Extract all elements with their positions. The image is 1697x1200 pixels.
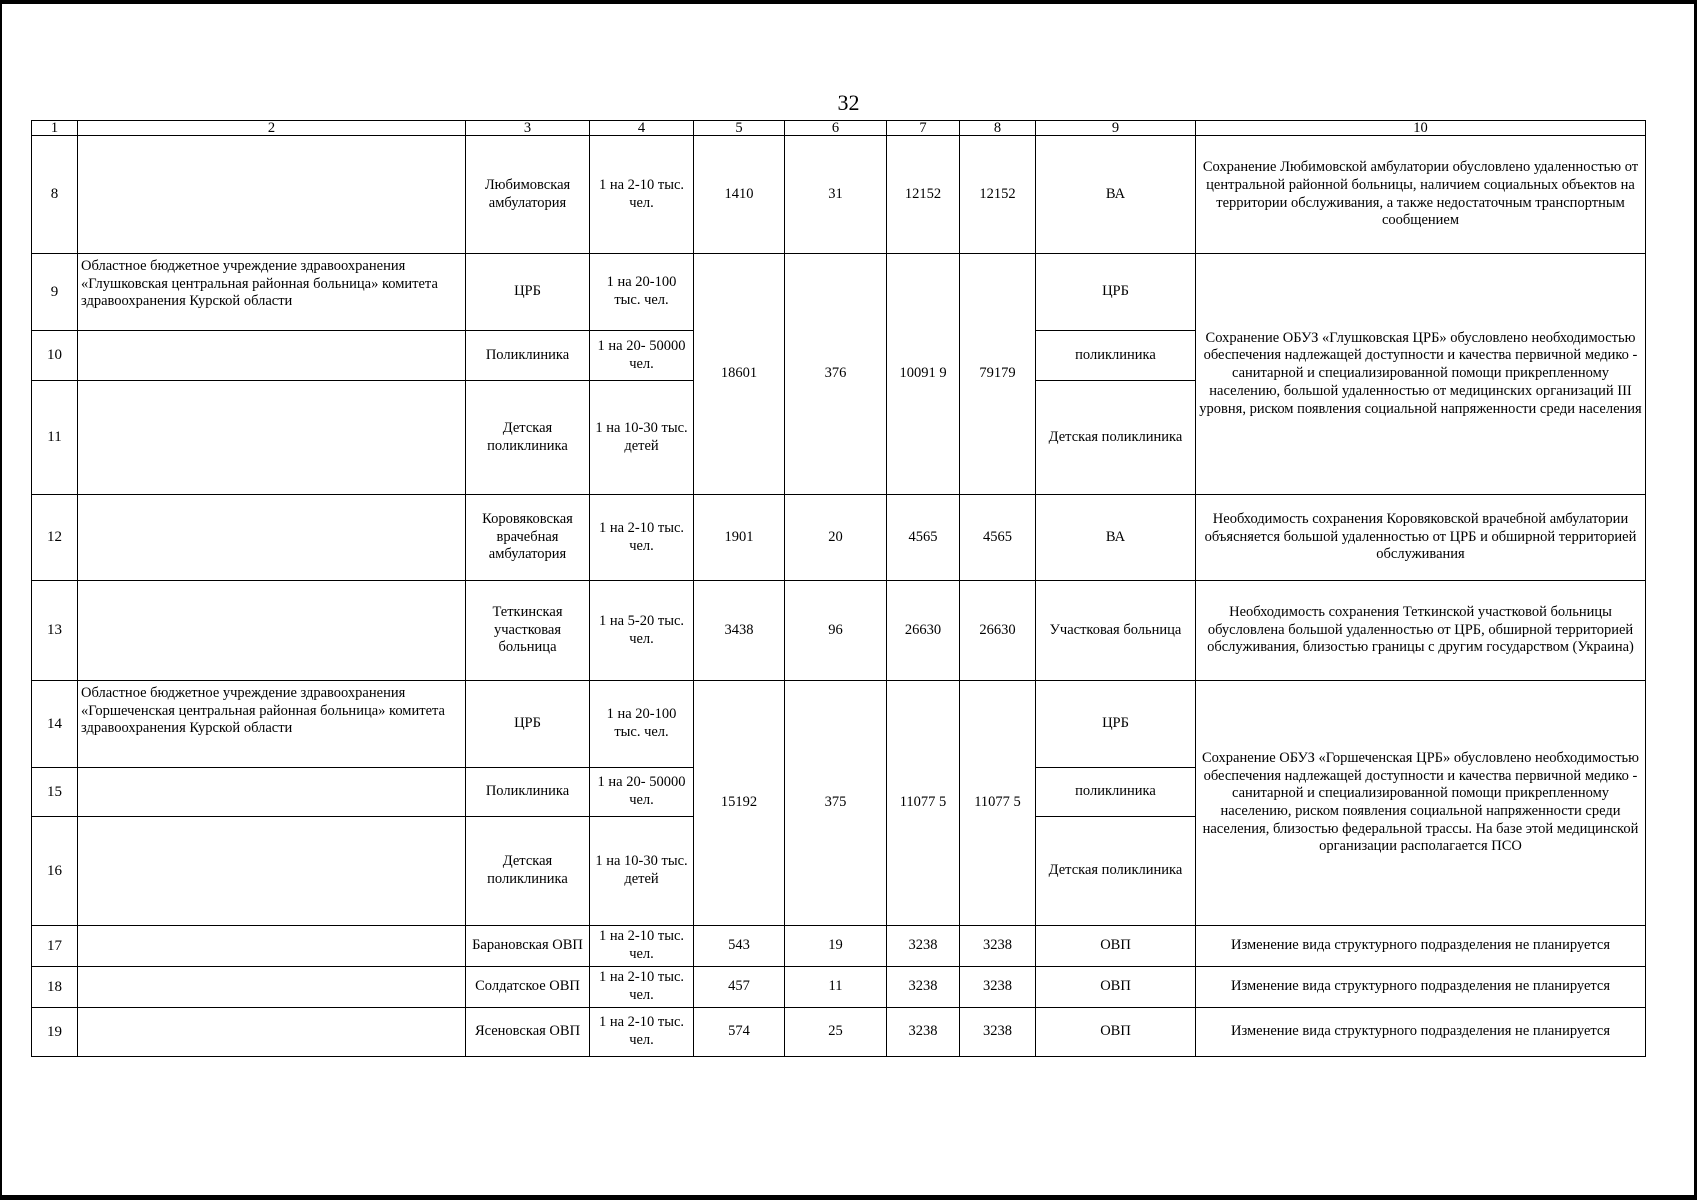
value-cell-6: 375 <box>785 681 887 926</box>
col-header-1: 1 <box>32 121 78 136</box>
norm-cell: 1 на 20-100 тыс. чел. <box>590 254 694 331</box>
value-cell-6: 376 <box>785 254 887 495</box>
value-cell-5: 18601 <box>694 254 785 495</box>
row-number: 17 <box>32 926 78 967</box>
value-cell-7: 26630 <box>887 581 960 681</box>
unit-cell: Теткинская участковая больница <box>466 581 590 681</box>
unit-cell: ЦРБ <box>466 681 590 768</box>
organization-cell <box>78 495 466 581</box>
norm-cell: 1 на 2-10 тыс. чел. <box>590 1008 694 1057</box>
note-cell: Изменение вида структурного подразделения не планируется <box>1196 1008 1646 1057</box>
value-cell-8: 26630 <box>960 581 1036 681</box>
organization-cell <box>78 967 466 1008</box>
organization-cell <box>78 581 466 681</box>
norm-cell: 1 на 2-10 тыс. чел. <box>590 136 694 254</box>
organization-cell <box>78 381 466 495</box>
value-cell-5: 1901 <box>694 495 785 581</box>
row-number: 9 <box>32 254 78 331</box>
norm-cell: 1 на 2-10 тыс. чел. <box>590 926 694 967</box>
unit-cell: ЦРБ <box>466 254 590 331</box>
note-cell: Необходимость сохранения Коровяковской врачебной амбулатории объясняется большой удаленностью от ЦРБ и обширной территорией обслуживания <box>1196 495 1646 581</box>
value-cell-8: 3238 <box>960 967 1036 1008</box>
unit-type-cell: ЦРБ <box>1036 681 1196 768</box>
organization-cell <box>78 926 466 967</box>
page-number: 32 <box>837 90 860 115</box>
norm-cell: 1 на 2-10 тыс. чел. <box>590 495 694 581</box>
row-number: 10 <box>32 331 78 381</box>
unit-type-cell: ОВП <box>1036 926 1196 967</box>
unit-type-cell: ЦРБ <box>1036 254 1196 331</box>
note-cell: Изменение вида структурного подразделения не планируется <box>1196 926 1646 967</box>
value-cell-6: 31 <box>785 136 887 254</box>
norm-cell: 1 на 20- 50000 чел. <box>590 768 694 817</box>
row-number: 14 <box>32 681 78 768</box>
note-cell: Необходимость сохранения Теткинской участковой больницы обусловлена большой удаленностью от ЦРБ, обширной территорией обслуживания, близостью границы с другим государством (Украина) <box>1196 581 1646 681</box>
organization-cell <box>78 136 466 254</box>
value-cell-8: 4565 <box>960 495 1036 581</box>
norm-cell: 1 на 10-30 тыс. детей <box>590 381 694 495</box>
unit-cell: Барановская ОВП <box>466 926 590 967</box>
page-frame-top <box>0 0 1697 4</box>
row-number: 16 <box>32 817 78 926</box>
unit-cell: Поликлиника <box>466 768 590 817</box>
unit-type-cell: ОВП <box>1036 1008 1196 1057</box>
value-cell-8: 3238 <box>960 926 1036 967</box>
value-cell-8: 11077 5 <box>960 681 1036 926</box>
organization-cell <box>78 768 466 817</box>
value-cell-5: 15192 <box>694 681 785 926</box>
value-cell-7: 10091 9 <box>887 254 960 495</box>
value-cell-8: 3238 <box>960 1008 1036 1057</box>
col-header-10: 10 <box>1196 121 1646 136</box>
row-number: 19 <box>32 1008 78 1057</box>
norm-cell: 1 на 20- 50000 чел. <box>590 331 694 381</box>
unit-cell: Солдатское ОВП <box>466 967 590 1008</box>
table-row <box>32 967 1646 1008</box>
value-cell-7: 3238 <box>887 1008 960 1057</box>
table-row <box>32 1008 1646 1057</box>
unit-cell: Детская поликлиника <box>466 381 590 495</box>
note-cell: Сохранение Любимовской амбулатории обусловлено удаленностью от центральной районной больницы, наличием социальных объектов на территории обслуживания, а также недостаточным транспортным сообщением <box>1196 136 1646 254</box>
unit-cell: Поликлиника <box>466 331 590 381</box>
table-header-row <box>32 121 1646 136</box>
row-number: 11 <box>32 381 78 495</box>
unit-cell: Коровяковская врачебная амбулатория <box>466 495 590 581</box>
unit-cell: Любимовская амбулатория <box>466 136 590 254</box>
col-header-8: 8 <box>960 121 1036 136</box>
organization-cell: Областное бюджетное учреждение здравоохранения «Горшеченская центральная районная больница» комитета здравоохранения Курской области <box>78 681 466 768</box>
unit-type-cell: Участковая больница <box>1036 581 1196 681</box>
value-cell-6: 25 <box>785 1008 887 1057</box>
value-cell-5: 3438 <box>694 581 785 681</box>
value-cell-7: 3238 <box>887 967 960 1008</box>
value-cell-7: 3238 <box>887 926 960 967</box>
col-header-6: 6 <box>785 121 887 136</box>
value-cell-5: 1410 <box>694 136 785 254</box>
value-cell-6: 19 <box>785 926 887 967</box>
organization-cell <box>78 331 466 381</box>
table-row <box>32 581 1646 681</box>
table-row <box>32 495 1646 581</box>
norm-cell: 1 на 20-100 тыс. чел. <box>590 681 694 768</box>
organization-cell <box>78 817 466 926</box>
page-frame-bottom <box>0 1195 1697 1200</box>
col-header-7: 7 <box>887 121 960 136</box>
col-header-2: 2 <box>78 121 466 136</box>
value-cell-7: 12152 <box>887 136 960 254</box>
row-number: 18 <box>32 967 78 1008</box>
unit-type-cell: поликлиника <box>1036 331 1196 381</box>
page-frame-left <box>0 0 2 1200</box>
table-row <box>32 681 1646 768</box>
row-number: 13 <box>32 581 78 681</box>
col-header-3: 3 <box>466 121 590 136</box>
unit-cell: Ясеновская ОВП <box>466 1008 590 1057</box>
col-header-9: 9 <box>1036 121 1196 136</box>
note-cell: Сохранение ОБУЗ «Горшеченская ЦРБ» обусловлено необходимостью обеспечения надлежащей доступности и качества первичной медико - санитарной и специализированной помощи прикрепленному населению, риском появления социальной напряженности среди населения, близостью федеральной трассы. На базе этой медицинской организации располагается ПСО <box>1196 681 1646 926</box>
value-cell-5: 457 <box>694 967 785 1008</box>
value-cell-6: 96 <box>785 581 887 681</box>
unit-type-cell: поликлиника <box>1036 768 1196 817</box>
table-row <box>32 926 1646 967</box>
value-cell-6: 11 <box>785 967 887 1008</box>
value-cell-7: 4565 <box>887 495 960 581</box>
col-header-5: 5 <box>694 121 785 136</box>
note-cell: Сохранение ОБУЗ «Глушковская ЦРБ» обусловлено необходимостью обеспечения надлежащей доступности и качества первичной медико - санитарной и специализированной помощи прикрепленному населению, большой удаленностью от медицинских организаций III уровня, риском появления социальной напряженности среди населения <box>1196 254 1646 495</box>
unit-type-cell: Детская поликлиника <box>1036 381 1196 495</box>
unit-cell: Детская поликлиника <box>466 817 590 926</box>
norm-cell: 1 на 5-20 тыс. чел. <box>590 581 694 681</box>
note-cell: Изменение вида структурного подразделения не планируется <box>1196 967 1646 1008</box>
unit-type-cell: ВА <box>1036 495 1196 581</box>
norm-cell: 1 на 2-10 тыс. чел. <box>590 967 694 1008</box>
row-number: 15 <box>32 768 78 817</box>
value-cell-6: 20 <box>785 495 887 581</box>
table-row <box>32 254 1646 331</box>
unit-type-cell: ОВП <box>1036 967 1196 1008</box>
row-number: 12 <box>32 495 78 581</box>
organization-cell <box>78 1008 466 1057</box>
facilities-table <box>31 120 1646 1057</box>
value-cell-8: 79179 <box>960 254 1036 495</box>
unit-type-cell: Детская поликлиника <box>1036 817 1196 926</box>
row-number: 8 <box>32 136 78 254</box>
unit-type-cell: ВА <box>1036 136 1196 254</box>
value-cell-8: 12152 <box>960 136 1036 254</box>
value-cell-7: 11077 5 <box>887 681 960 926</box>
value-cell-5: 543 <box>694 926 785 967</box>
col-header-4: 4 <box>590 121 694 136</box>
table-row <box>32 136 1646 254</box>
norm-cell: 1 на 10-30 тыс. детей <box>590 817 694 926</box>
organization-cell: Областное бюджетное учреждение здравоохранения «Глушковская центральная районная больница» комитета здравоохранения Курской области <box>78 254 466 331</box>
value-cell-5: 574 <box>694 1008 785 1057</box>
